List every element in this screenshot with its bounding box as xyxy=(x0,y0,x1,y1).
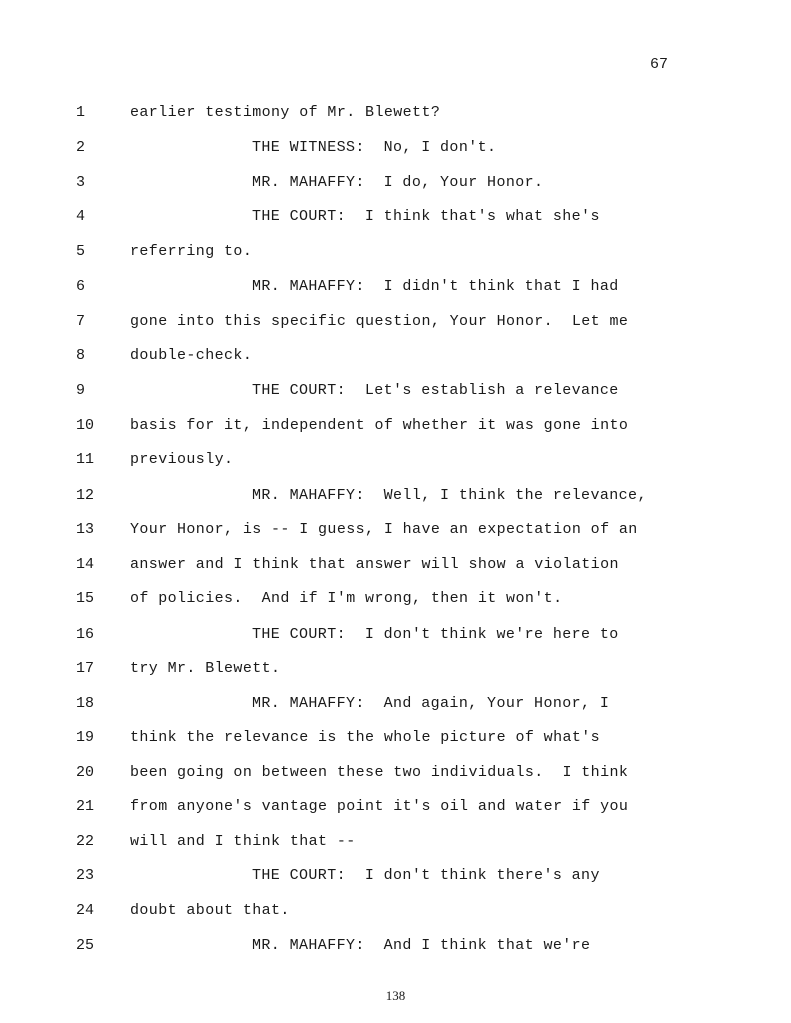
line-number: 1 xyxy=(76,104,86,121)
line-text: gone into this specific question, Your Honor. Let me xyxy=(130,313,629,330)
line-number: 2 xyxy=(76,139,86,156)
line-text: MR. MAHAFFY: I do, Your Honor. xyxy=(252,174,544,191)
line-number: 9 xyxy=(76,382,86,399)
line-number: 8 xyxy=(76,347,86,364)
line-text: THE COURT: Let's establish a relevance xyxy=(252,382,619,399)
transcript-line xyxy=(0,556,791,580)
transcript-line xyxy=(0,278,791,302)
line-text: of policies. And if I'm wrong, then it won't. xyxy=(130,590,563,607)
line-number: 4 xyxy=(76,208,86,225)
line-number: 17 xyxy=(76,660,95,677)
transcript-line xyxy=(0,626,791,650)
line-text: MR. MAHAFFY: And I think that we're xyxy=(252,937,591,954)
transcript-line xyxy=(0,174,791,198)
line-text: Your Honor, is -- I guess, I have an expectation of an xyxy=(130,521,638,538)
line-number: 6 xyxy=(76,278,86,295)
line-number: 20 xyxy=(76,764,95,781)
line-text: from anyone's vantage point it's oil and water if you xyxy=(130,798,629,815)
transcript-line xyxy=(0,208,791,232)
transcript-line xyxy=(0,660,791,684)
line-text: been going on between these two individuals. I think xyxy=(130,764,629,781)
line-number: 18 xyxy=(76,695,95,712)
line-text: MR. MAHAFFY: I didn't think that I had xyxy=(252,278,619,295)
transcript-line xyxy=(0,729,791,753)
transcript-line xyxy=(0,104,791,128)
line-text: MR. MAHAFFY: And again, Your Honor, I xyxy=(252,695,610,712)
line-number: 14 xyxy=(76,556,95,573)
line-number: 15 xyxy=(76,590,95,607)
line-number: 13 xyxy=(76,521,95,538)
transcript-line xyxy=(0,798,791,822)
line-text: MR. MAHAFFY: Well, I think the relevance, xyxy=(252,487,647,504)
line-number: 16 xyxy=(76,626,95,643)
transcript-line xyxy=(0,487,791,511)
transcript-line xyxy=(0,382,791,406)
line-number: 12 xyxy=(76,487,95,504)
transcript-line xyxy=(0,833,791,857)
transcript-line xyxy=(0,417,791,441)
line-number: 3 xyxy=(76,174,86,191)
line-text: try Mr. Blewett. xyxy=(130,660,281,677)
transcript-line xyxy=(0,867,791,891)
line-number: 22 xyxy=(76,833,95,850)
line-text: previously. xyxy=(130,451,234,468)
line-number: 5 xyxy=(76,243,86,260)
line-number: 11 xyxy=(76,451,95,468)
line-number: 21 xyxy=(76,798,95,815)
line-number: 24 xyxy=(76,902,95,919)
line-text: think the relevance is the whole picture of what's xyxy=(130,729,601,746)
transcript-line xyxy=(0,451,791,475)
line-text: earlier testimony of Mr. Blewett? xyxy=(130,104,441,121)
line-text: basis for it, independent of whether it was gone into xyxy=(130,417,629,434)
line-text: doubt about that. xyxy=(130,902,290,919)
line-number: 25 xyxy=(76,937,95,954)
transcript-line xyxy=(0,590,791,614)
line-text: THE WITNESS: No, I don't. xyxy=(252,139,497,156)
transcript-line xyxy=(0,243,791,267)
page-number: 67 xyxy=(650,56,669,73)
transcript-line xyxy=(0,937,791,961)
line-text: THE COURT: I don't think there's any xyxy=(252,867,600,884)
footer-page-number: 138 xyxy=(385,988,406,1003)
transcript-line xyxy=(0,695,791,719)
transcript-line xyxy=(0,764,791,788)
line-text: THE COURT: I don't think we're here to xyxy=(252,626,619,643)
line-text: double-check. xyxy=(130,347,253,364)
transcript-line xyxy=(0,902,791,926)
line-number: 23 xyxy=(76,867,95,884)
transcript-line xyxy=(0,313,791,337)
line-text: THE COURT: I think that's what she's xyxy=(252,208,600,225)
line-number: 19 xyxy=(76,729,95,746)
transcript-line xyxy=(0,347,791,371)
line-text: referring to. xyxy=(130,243,253,260)
transcript-line xyxy=(0,521,791,545)
transcript-line xyxy=(0,139,791,163)
line-text: answer and I think that answer will show a violation xyxy=(130,556,619,573)
line-number: 7 xyxy=(76,313,86,330)
line-number: 10 xyxy=(76,417,95,434)
line-text: will and I think that -- xyxy=(130,833,356,850)
